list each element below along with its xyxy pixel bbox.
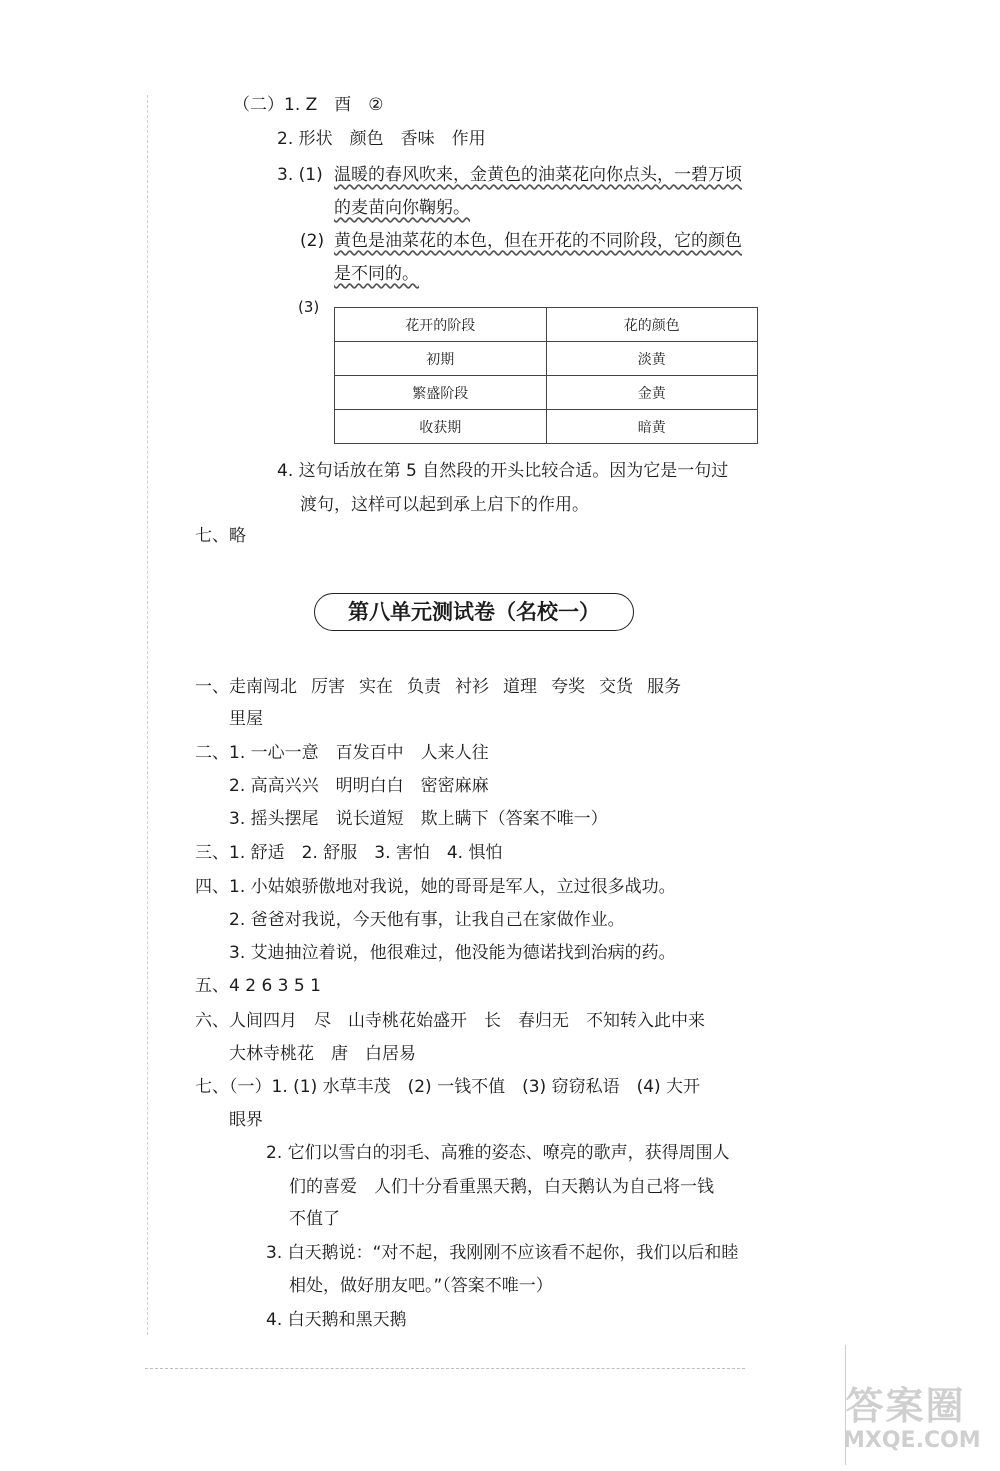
answer-2-q3-1-line1: 温暖的春风吹来，金黄色的油菜花向你点头，一碧万顷 xyxy=(334,165,742,185)
answer-b6-line1: 六、人间四月 尽 山寺桃花始盛开 长 春归无 不知转入此中来 xyxy=(195,1011,705,1031)
table-cell: 收获期 xyxy=(335,410,547,444)
table-cell: 初期 xyxy=(335,342,547,376)
answer-b1-line1 xyxy=(195,676,681,698)
flower-stage-table xyxy=(334,307,758,444)
table-cell: 金黄 xyxy=(546,376,758,410)
table-row xyxy=(335,376,758,410)
answer-7: 七、略 xyxy=(195,526,246,546)
answer-2-q3-1-label: 3. (1) xyxy=(277,165,323,185)
answer-2-q3-3-label: (3) xyxy=(298,298,320,316)
table-row xyxy=(335,342,758,376)
word-item: 负责 xyxy=(407,677,441,697)
answer-b7-q4: 4. 白天鹅和黑天鹅 xyxy=(266,1310,407,1330)
word-item: 服务 xyxy=(647,677,681,697)
table-cell: 繁盛阶段 xyxy=(335,376,547,410)
answer-2-q3-2-label: (2) xyxy=(300,231,325,251)
answer-b4-line1: 四、1. 小姑娘骄傲地对我说，她的哥哥是军人，立过很多战功。 xyxy=(195,877,676,897)
bottom-divider xyxy=(145,1368,745,1369)
answer-b7-q2-line2: 们的喜爱 人们十分看重黑天鹅，白天鹅认为自己将一钱 xyxy=(289,1177,714,1197)
answer-b1-label: 一、 xyxy=(195,677,229,697)
watermark-main-text: 答案圈 xyxy=(845,1384,966,1428)
watermark-site-text: MXQE.COM xyxy=(843,1428,981,1453)
answer-2-q3-2-line2: 是不同的。 xyxy=(334,264,419,284)
answer-b2-line1: 二、1. 一心一意 百发百中 人来人往 xyxy=(195,743,489,763)
answer-b2-line3: 3. 摇头摆尾 说长道短 欺上瞒下（答案不唯一） xyxy=(229,809,608,829)
section-title: 第八单元测试卷（名校一） xyxy=(314,593,634,631)
answer-b6-line2: 大林寺桃花 唐 白居易 xyxy=(229,1044,416,1064)
answer-2-q1: （二）1. Z 酉 ② xyxy=(233,95,384,115)
answer-b4-line3: 3. 艾迪抽泣着说，他很难过，他没能为德诺找到治病的药。 xyxy=(229,943,676,963)
answer-2-q3-1-line2: 的麦苗向你鞠躬。 xyxy=(334,198,470,218)
answer-b3: 三、1. 舒适 2. 舒服 3. 害怕 4. 惧怕 xyxy=(195,843,503,863)
answer-2-q4-line1: 4. 这句话放在第 5 自然段的开头比较合适。因为它是一句过 xyxy=(277,461,729,481)
answer-b7-line1: 七、（一）1. (1) 水草丰茂 (2) 一钱不值 (3) 窃窃私语 (4) 大开 xyxy=(195,1077,701,1097)
answer-2-q2: 2. 形状 颜色 香味 作用 xyxy=(277,129,486,149)
word-item: 道理 xyxy=(503,677,537,697)
answer-2-q3-2-line1: 黄色是油菜花的本色，但在开花的不同阶段，它的颜色 xyxy=(334,231,742,251)
answer-b2-line2: 2. 高高兴兴 明明白白 密密麻麻 xyxy=(229,776,489,796)
answer-b7-line2: 眼界 xyxy=(229,1110,263,1130)
table-cell: 暗黄 xyxy=(546,410,758,444)
answer-b7-q2-line1: 2. 它们以雪白的羽毛、高雅的姿态、嘹亮的歌声，获得周围人 xyxy=(266,1143,730,1163)
table-header-row xyxy=(335,308,758,342)
word-item: 衬衫 xyxy=(455,677,489,697)
answer-b7-q3-line2: 相处，做好朋友吧。”（答案不唯一） xyxy=(289,1276,553,1296)
table-cell: 淡黄 xyxy=(546,342,758,376)
answer-2-q4-line2: 渡句，这样可以起到承上启下的作用。 xyxy=(300,495,589,515)
answer-b7-q3-line1: 3. 白天鹅说：“对不起，我刚刚不应该看不起你，我们以后和睦 xyxy=(266,1243,739,1263)
answer-b5: 五、4 2 6 3 5 1 xyxy=(195,976,321,996)
watermark-logo xyxy=(843,1384,981,1454)
word-item: 厉害 xyxy=(311,677,345,697)
answer-b4-line2: 2. 爸爸对我说，今天他有事，让我自己在家做作业。 xyxy=(229,910,625,930)
word-item: 走南闯北 xyxy=(229,677,297,697)
word-item: 交货 xyxy=(599,677,633,697)
margin-guide-line xyxy=(147,95,148,1335)
word-item: 夸奖 xyxy=(551,677,585,697)
table-header-cell: 花的颜色 xyxy=(546,308,758,342)
answer-b1-line2: 里屋 xyxy=(229,709,263,729)
table-row xyxy=(335,410,758,444)
answer-b7-q2-line3: 不值了 xyxy=(289,1209,340,1229)
table-header-cell: 花开的阶段 xyxy=(335,308,547,342)
word-item: 实在 xyxy=(359,677,393,697)
